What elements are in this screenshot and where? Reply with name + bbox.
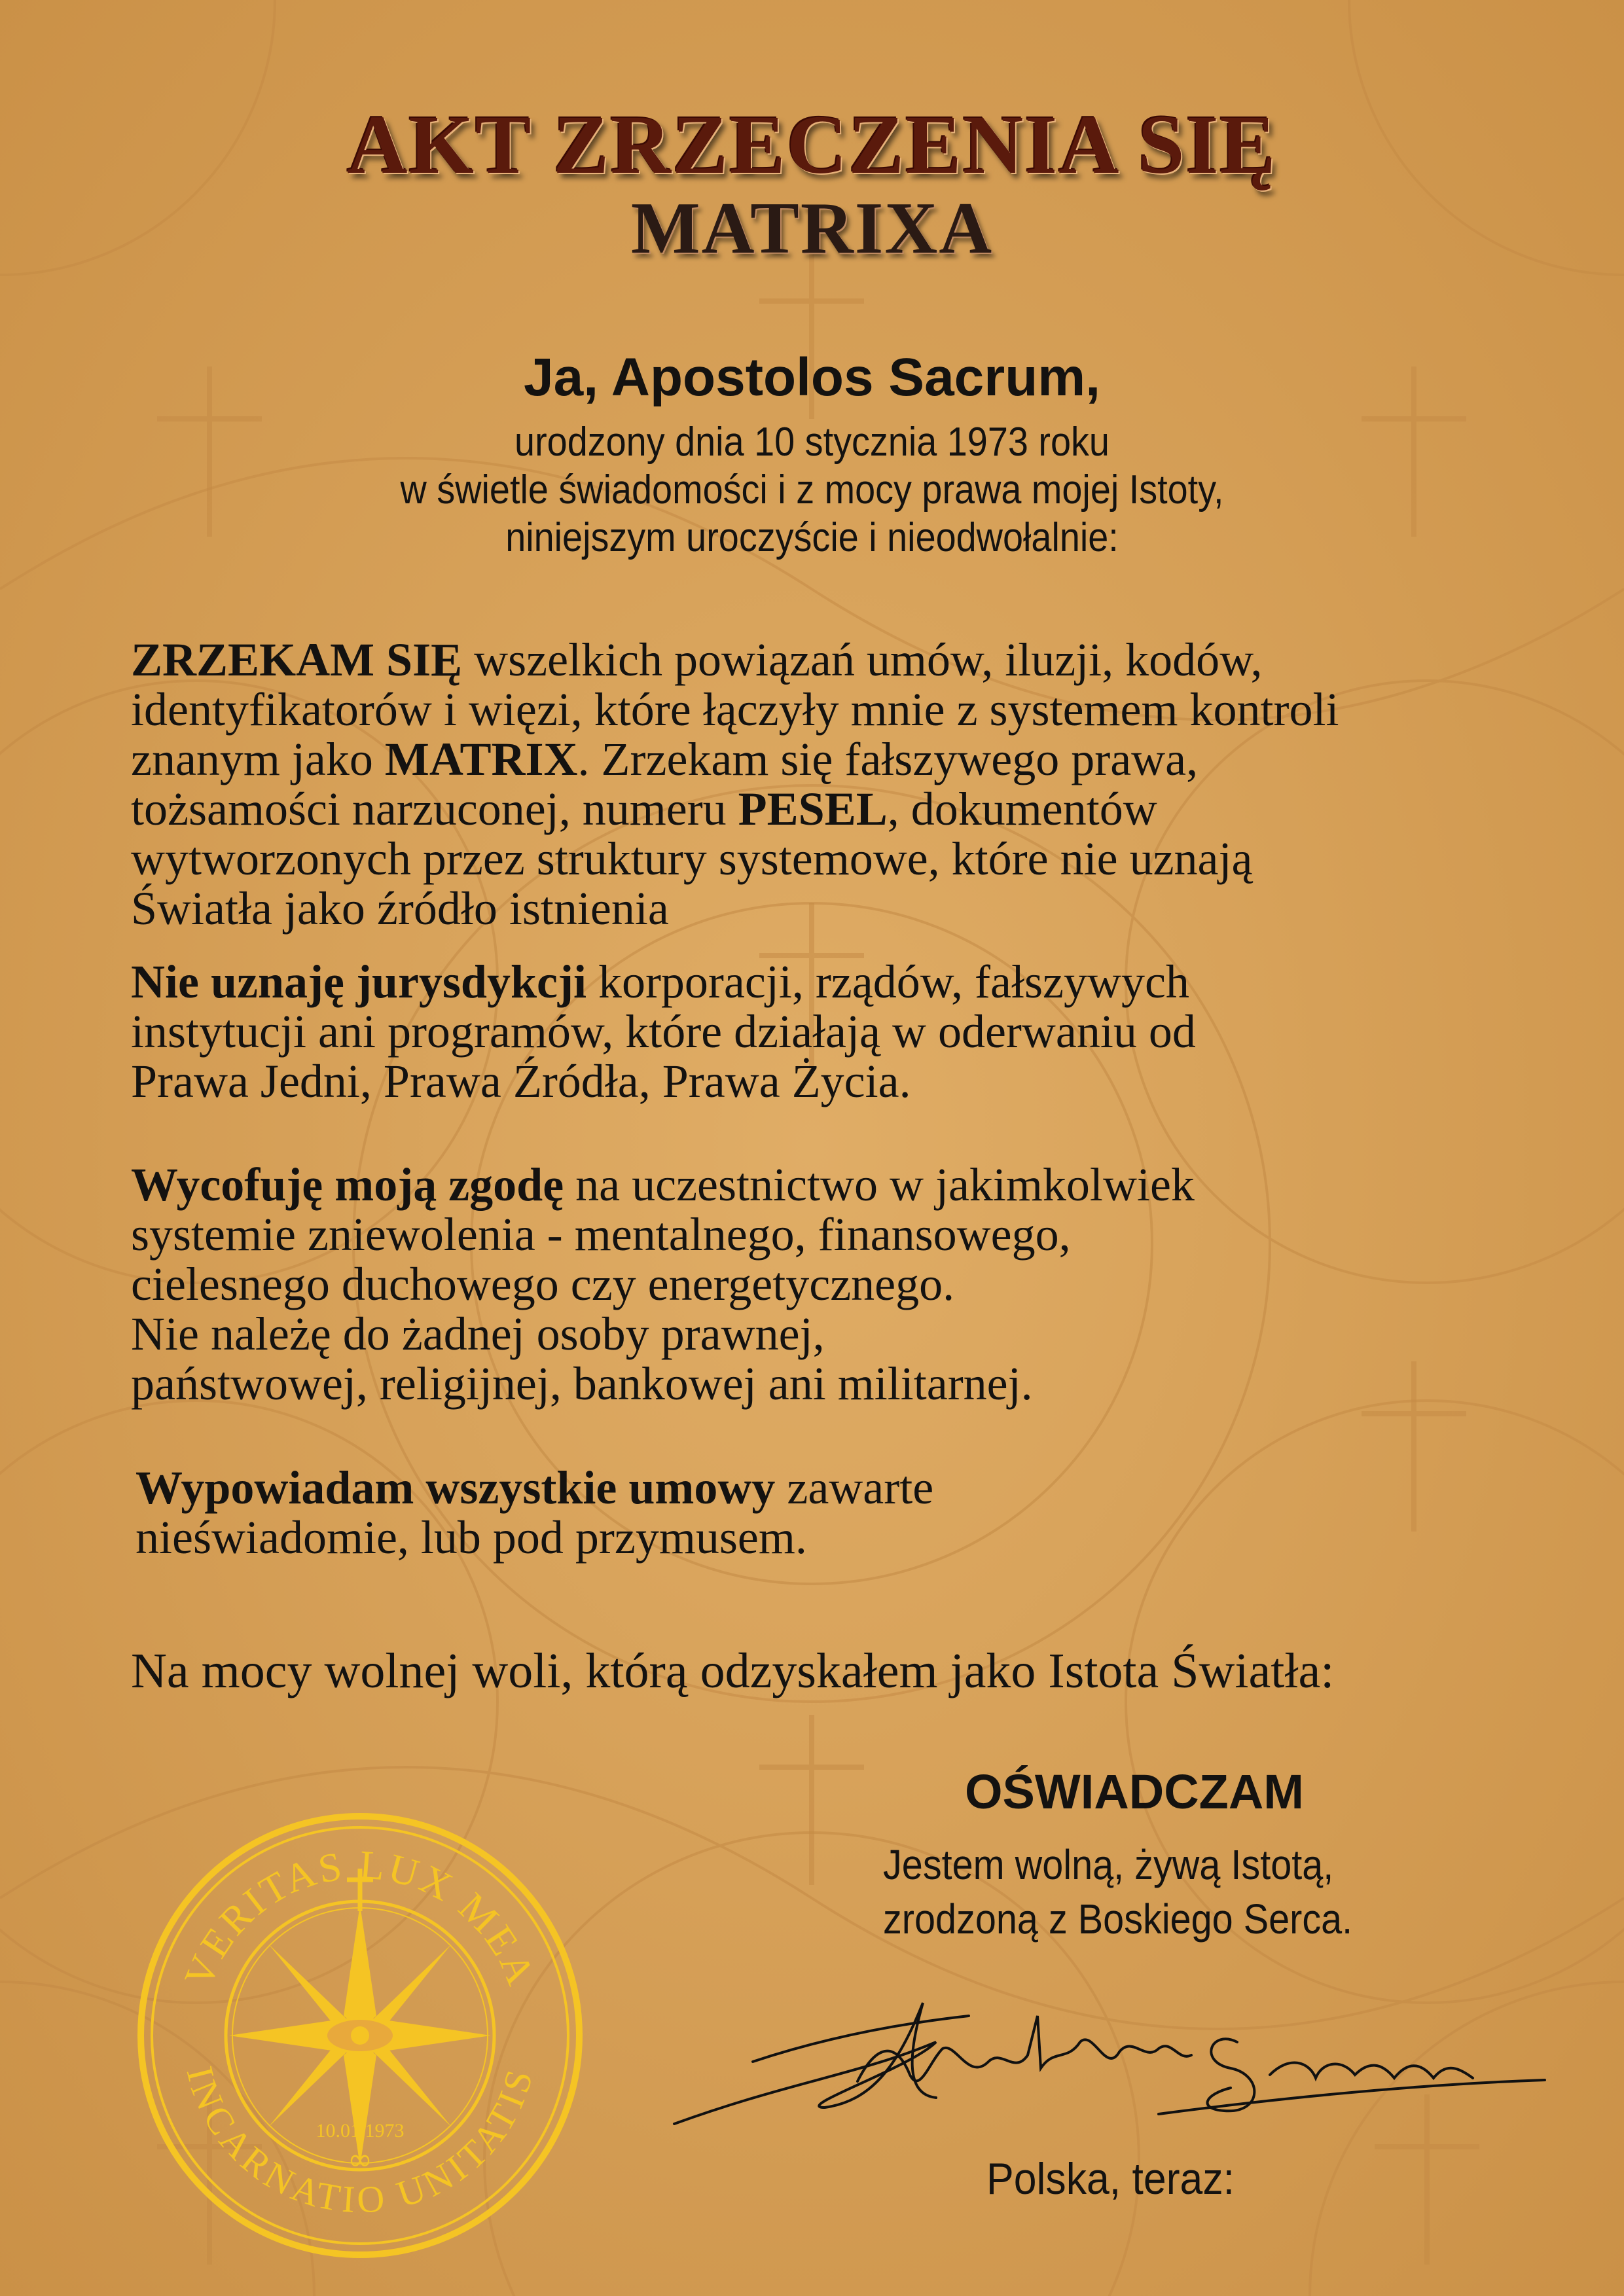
seal-bottom-text: INCARNATIO UNITATIS <box>178 2062 542 2222</box>
place-date: Polska, teraz: <box>986 2154 1235 2204</box>
paragraph-lead: Wypowiadam wszystkie umowy <box>135 1462 776 1514</box>
free-will-statement: Na mocy wolnej woli, którą odzyskałem jako Istota Światła: <box>131 1643 1335 1698</box>
handwritten-signature <box>661 1964 1564 2160</box>
declaration-line: Jestem wolną, żywą Istotą, <box>883 1841 1334 1888</box>
consent-paragraph: Wycofuję moją zgodę na uczestnictwo w jakimkolwiek systemie zniewolenia - mentalnego, finansowego, cielesnego duchowego czy energetycznego. Nie należę do żadnej osoby prawnej, państwowej, religijnej, bankowej ani militarnej. <box>131 1158 1195 1410</box>
infinity-icon: ∞ <box>347 2142 373 2177</box>
paragraph-lead: Wycofuję moją zgodę <box>131 1158 564 1211</box>
bold-term: MATRIX <box>384 733 578 785</box>
intro-line: w świetle świadomości i z mocy prawa mojej Istoty, <box>400 467 1224 512</box>
gold-seal <box>131 1806 589 2265</box>
declaration-heading: OŚWIADCZAM <box>965 1765 1304 1819</box>
paragraph-lead: ZRZEKAM SIĘ <box>131 634 463 686</box>
document-title: AKT ZRZECZENIA SIĘ <box>347 98 1277 191</box>
declarant-name: Ja, Apostolos Sacrum, <box>524 348 1100 407</box>
seal-date: 10.01.1973 <box>316 2120 405 2142</box>
bold-term: PESEL <box>738 783 888 835</box>
declaration-line: zrodzoną z Boskiego Serca. <box>883 1895 1353 1943</box>
document-subtitle: MATRIXA <box>630 188 994 269</box>
jurisdiction-paragraph: Nie uznaję jurysdykcji korporacji, rządów, fałszywych instytucji ani programów, które działają w oderwaniu od Prawa Jedni, Prawa Źródła, Prawa Życia. <box>131 956 1196 1107</box>
seal-top-text: VERITAS LUX MEA <box>176 1842 544 1994</box>
intro-line: urodzony dnia 10 stycznia 1973 roku <box>514 420 1110 465</box>
eye-icon <box>326 2018 394 2053</box>
contracts-paragraph: Wypowiadam wszystkie umowy zawarte nieświadomie, lub pod przymusem. <box>135 1462 934 1564</box>
paragraph-lead: Nie uznaję jurysdykcji <box>131 956 586 1008</box>
intro-line: niniejszym uroczyście i nieodwołalnie: <box>505 515 1119 560</box>
renunciation-paragraph: ZRZEKAM SIĘ wszelkich powiązań umów, iluzji, kodów, identyfikatorów i więzi, które łączyły mnie z systemem kontroli znanym jako MATRIX. Zrzekam się fałszywego prawa, tożsamości narzuconej, numeru PESEL, dokumentów wytworzonych przez struktury systemowe, które nie uznają Światła jako źródło istnienia <box>131 634 1339 935</box>
